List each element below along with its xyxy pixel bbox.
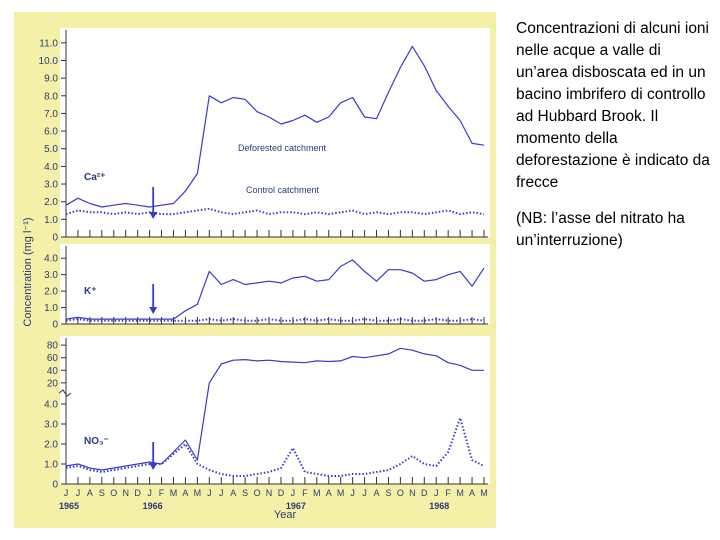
month-label: D <box>421 488 428 498</box>
month-label: F <box>158 488 165 498</box>
panel-1-ytick-label: 2.0 <box>44 286 58 298</box>
panel-0-ytick-label: 3.0 <box>44 179 58 191</box>
panel-0-ytick-label: 5.0 <box>44 144 58 156</box>
month-label: D <box>134 488 141 498</box>
panel-2-ytick-label: 40 <box>46 365 58 377</box>
caption-text: Concentrazioni di alcuni ioni nelle acque a valle di un’area disboscata ed in un bacino imbrifero di controllo ad Hubbard Brook. Il momento della deforestazione è indicato da frecce <box>516 20 710 191</box>
panel-0-ytick-label: 4.0 <box>44 161 58 173</box>
month-label: A <box>469 488 476 498</box>
month-label: J <box>207 488 212 498</box>
month-label: J <box>75 488 81 498</box>
month-label: N <box>122 488 129 498</box>
month-label: J <box>362 488 367 498</box>
panel-1-background <box>60 244 490 324</box>
panel-0-ytick-label: 1.0 <box>44 214 58 226</box>
month-label: S <box>98 488 105 498</box>
year-label: 1966 <box>142 501 163 511</box>
panel-0-ytick-label: 0 <box>52 232 58 244</box>
year-label: 1967 <box>285 501 306 511</box>
panel-2-ion-label: NO₃⁻ <box>84 436 109 447</box>
year-label: 1968 <box>429 501 450 511</box>
month-label: F <box>445 488 451 498</box>
month-label: S <box>242 488 249 498</box>
month-label: J <box>219 488 224 498</box>
x-axis-title: Year <box>273 509 297 521</box>
month-label: J <box>290 488 296 498</box>
month-label: A <box>86 488 93 498</box>
panel-1-ytick-label: 3.0 <box>44 270 58 282</box>
panel-0-ytick-label: 11.0 <box>39 38 58 50</box>
panel-2-ytick-label: 3.0 <box>44 419 58 431</box>
control-catchment-annotation: Control catchment <box>246 185 320 195</box>
panel-2-ytick-label: 60 <box>46 353 58 365</box>
panel-0-background <box>60 28 490 237</box>
month-label: M <box>193 488 202 498</box>
panel-0-ytick-label: 8.0 <box>44 91 58 103</box>
panel-2-ytick-label: 20 <box>46 378 58 390</box>
panel-0-ytick-label: 2.0 <box>44 197 58 209</box>
month-label: M <box>456 488 464 498</box>
month-label: J <box>147 488 152 498</box>
panel-1-ytick-label: 4.0 <box>44 253 58 265</box>
month-label: M <box>313 488 321 498</box>
caption-note: (NB: l’asse del nitrato ha un’interruzione) <box>516 210 685 249</box>
month-label: N <box>265 488 273 498</box>
month-label: F <box>302 488 308 498</box>
month-label: J <box>433 488 439 498</box>
month-label: A <box>230 488 237 498</box>
panel-2-ytick-label: 80 <box>46 340 58 352</box>
month-label: M <box>336 488 345 498</box>
panel-0-ytick-label: 9.0 <box>44 73 58 85</box>
panel-2-background <box>60 336 490 484</box>
month-label: O <box>253 488 261 498</box>
month-label: M <box>480 488 488 498</box>
panel-2-ytick-label: 2.0 <box>44 439 58 451</box>
panel-2-ytick-label: 1.0 <box>44 459 58 471</box>
figure-caption <box>516 18 712 252</box>
panel-0-ytick-label: 7.0 <box>44 108 58 120</box>
month-label: J <box>63 488 69 498</box>
panel-0-ion-label: Ca²⁺ <box>84 172 106 183</box>
month-label: N <box>409 488 416 498</box>
hubbard-brook-chart <box>14 12 496 528</box>
month-label: D <box>277 488 285 498</box>
month-label: A <box>373 488 380 498</box>
y-axis-title: Concentration (mg l⁻¹) <box>22 217 34 327</box>
chart-plot-area <box>39 28 490 511</box>
month-label: J <box>350 488 355 498</box>
year-label: 1965 <box>58 501 80 511</box>
panel-2-ytick-label: 0 <box>52 479 58 491</box>
month-label: O <box>110 488 118 498</box>
month-label: A <box>182 488 189 498</box>
panel-1-ytick-label: 1.0 <box>44 303 58 315</box>
panel-0-ytick-label: 6.0 <box>44 126 58 138</box>
month-label: S <box>385 488 392 498</box>
panel-0-ytick-label: 10.0 <box>38 55 58 67</box>
month-label: O <box>396 488 404 498</box>
month-label: A <box>325 488 332 498</box>
deforested-catchment-annotation: Deforested catchment <box>238 143 327 153</box>
panel-2-ytick-label: 4.0 <box>44 399 58 411</box>
month-label: M <box>169 488 178 498</box>
panel-1-ytick-label: 0 <box>52 319 58 331</box>
panel-1-ion-label: K⁺ <box>84 286 97 297</box>
